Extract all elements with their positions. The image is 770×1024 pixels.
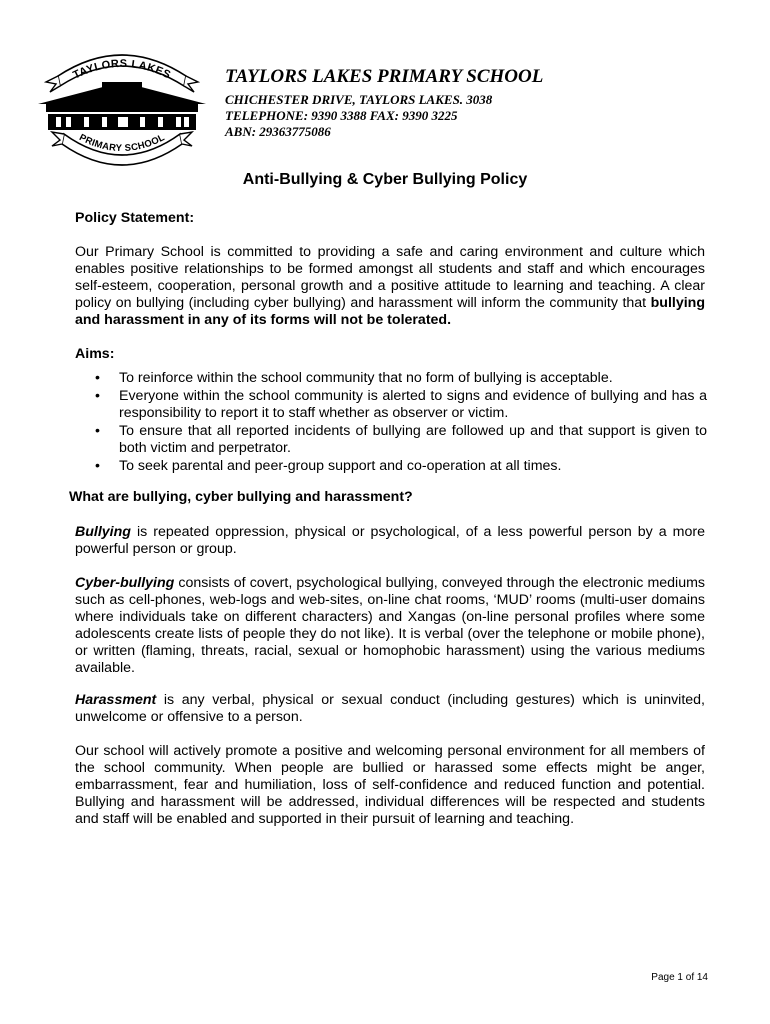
school-name: TAYLORS LAKES PRIMARY SCHOOL	[225, 66, 544, 87]
definitions-heading: What are bullying, cyber bullying and harassment?	[69, 489, 413, 505]
school-address: CHICHESTER DRIVE, TAYLORS LAKES. 3038	[225, 92, 493, 107]
policy-statement-heading	[75, 210, 705, 227]
logo-top-text: TAYLORS LAKES	[71, 57, 173, 82]
bullying-text: is repeated oppression, physical or psychological, of a less powerful person by a more powerful person or group.	[75, 524, 705, 557]
bullet-icon: •	[95, 422, 100, 439]
logo-bottom-text: PRIMARY SCHOOL	[77, 132, 167, 155]
page-number: Page 1 of 14	[651, 972, 708, 983]
school-logo	[36, 52, 208, 170]
bullet-icon: •	[95, 387, 100, 404]
bullet-icon: •	[95, 457, 100, 474]
closing-paragraph: Our school will actively promote a positive and welcoming personal environment for all members of the school community. When people are bullied or harassed some effects might be anger, embarrassment, fear and humiliation, loss of self-confidence and reduced function and potential. Bullying and harassment will be addressed, individual differences will be respected and students and staff will be enabled and supported in their pursuit of learning and teaching.	[75, 743, 705, 827]
list-item	[75, 388, 707, 423]
aim-text: To ensure that all reported incidents of bullying are followed up and that support is given to both victim and perpetrator.	[119, 422, 707, 457]
aims-heading	[75, 346, 705, 363]
aim-text: Everyone within the school community is alerted to signs and evidence of bullying and has a responsibility to report it to staff whether as observer or victim.	[119, 387, 707, 422]
cyber-bullying-term: Cyber-bullying	[75, 575, 175, 591]
school-abn: ABN: 29363775086	[225, 124, 331, 139]
cyber-bullying-paragraph	[75, 575, 705, 677]
closing-statement	[75, 743, 705, 828]
bullet-icon: •	[95, 370, 100, 386]
aim-text: To reinforce within the school community that no form of bullying is acceptable.	[119, 370, 613, 386]
list-item	[75, 423, 707, 458]
cyber-bullying-definition	[75, 575, 705, 677]
list-item	[75, 370, 707, 388]
aims-heading-text: Aims:	[75, 346, 115, 362]
bullying-term: Bullying	[75, 524, 131, 540]
list-item	[75, 458, 707, 476]
harassment-term: Harassment	[75, 692, 157, 708]
aim-text: To seek parental and peer-group support and co-operation at all times.	[119, 457, 562, 474]
harassment-paragraph	[75, 692, 705, 726]
bullying-paragraph	[75, 524, 705, 558]
school-telephone: TELEPHONE: 9390 3388 FAX: 9390 3225	[225, 108, 458, 123]
aims-list	[75, 370, 707, 476]
policy-statement	[75, 244, 705, 329]
policy-statement-emphasis: bullying and harassment in any of its forms will not be tolerated.	[75, 295, 705, 328]
letterhead	[225, 66, 543, 140]
cyber-bullying-text: consists of covert, psychological bullying, conveyed through the electronic mediums such as cell-phones, web-logs and web-sites, on-line chat rooms, ‘MUD’ rooms (multi-user domains where individuals take on different characters) and Xangas (on-line personal profiles where some adolescents create lists of people they do not like). It is verbal (over the telephone or mobile phone), or written (flaming, threats, racial, sexual or homophobic harassment) using the various mediums available.	[75, 575, 705, 676]
policy-statement-text: Our Primary School is committed to providing a safe and caring environment and culture which enables positive relationships to be formed amongst all students and staff and which encourages self-esteem, cooperation, personal growth and a positive attitude to learning and teaching. A clear policy on bullying (including cyber bullying) and harassment will inform the community that	[75, 244, 705, 311]
harassment-definition	[75, 692, 705, 726]
bullying-definition	[75, 524, 705, 558]
harassment-text: is any verbal, physical or sexual conduct (including gestures) which is uninvited, unwelcome or offensive to a person.	[75, 692, 705, 725]
policy-statement-heading-text: Policy Statement:	[75, 210, 195, 226]
policy-statement-paragraph	[75, 244, 705, 329]
document-title: Anti-Bullying & Cyber Bullying Policy	[242, 171, 528, 188]
